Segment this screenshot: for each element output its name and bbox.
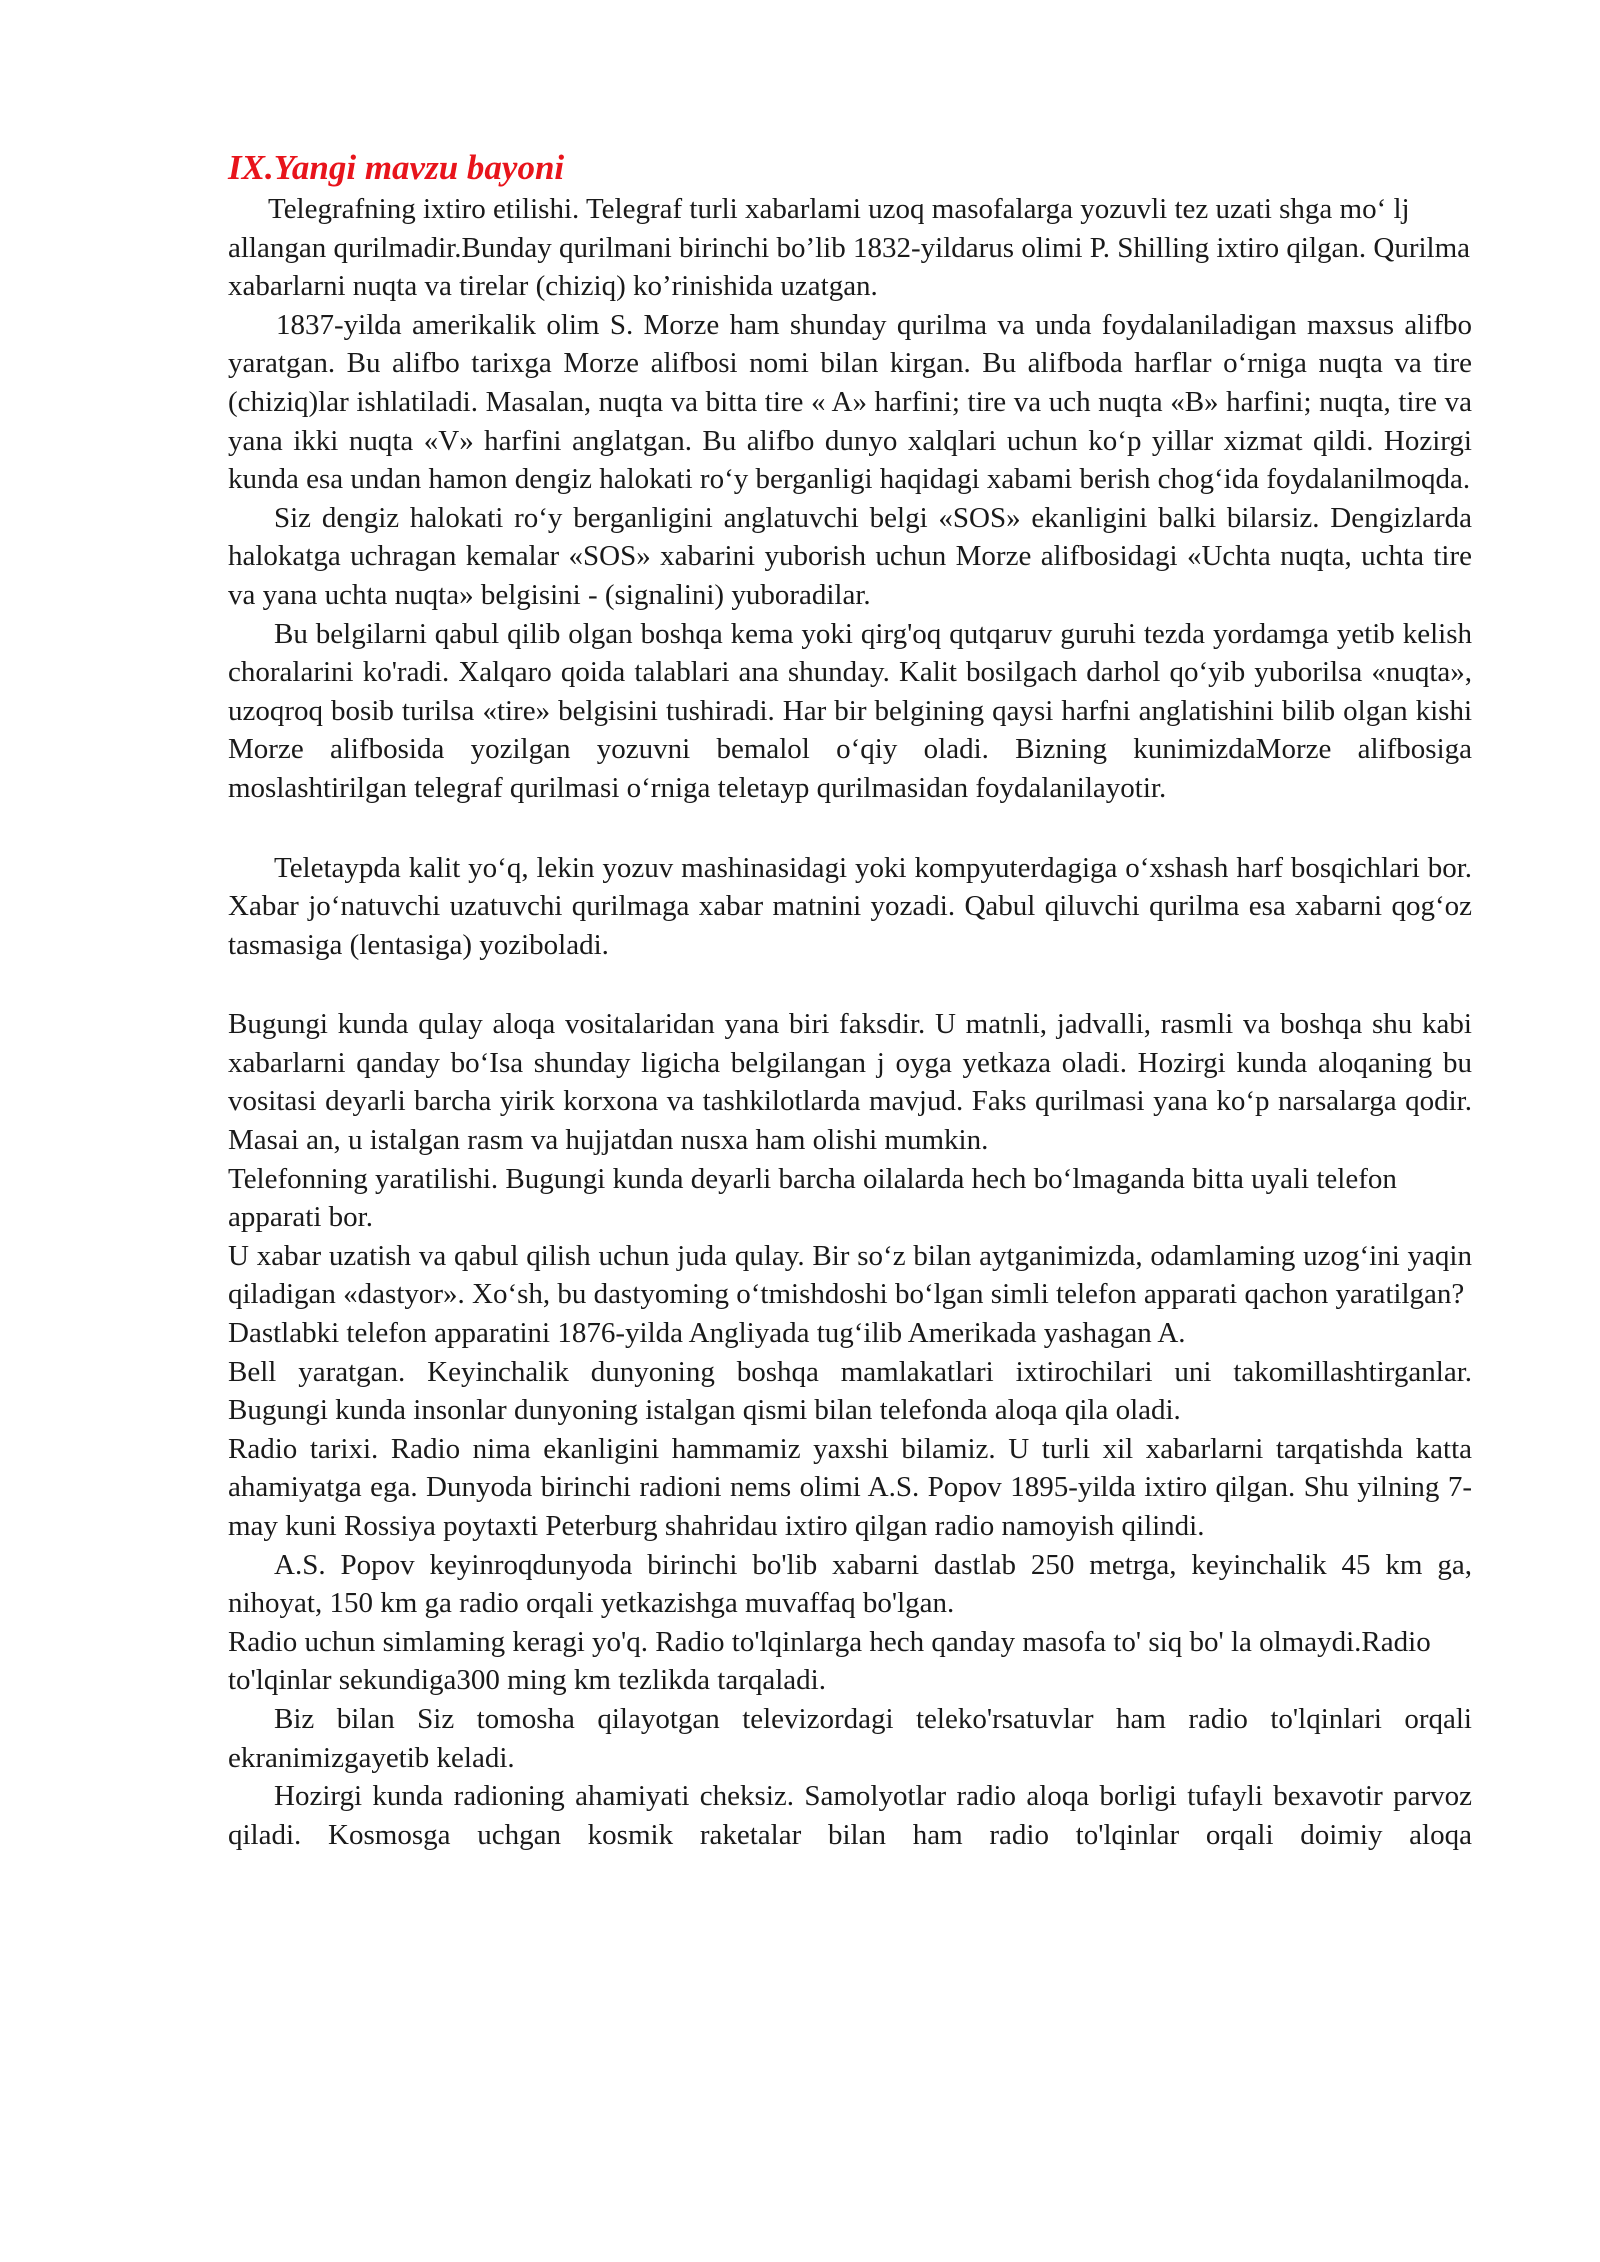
paragraph-fax: Bugungi kunda qulay aloqa vositalaridan yana biri faksdir. U matnli, jadvalli, rasmli va boshqa shu kabi xabarlarni qanday bo‘Isa shunday ligicha belgilangan j oyga yetkaza oladi. Hozirgi kunda aloqaning bu vositasi deyarli barcha yirik korxona va tashkilotlarda mavjud. Faks qurilmasi yana ko‘p narsalarga qodir. Masai an, u istalgan rasm va hujjatdan nusxa ham olishi mumkin.: [228, 1008, 1472, 1157]
paragraph-popov: A.S. Popov keyinroqdunyoda birinchi bo'lib xabarni dastlab 250 metrga, keyinchalik 45 km ga, nihoyat, 150 km ga radio orqali yetkazishga muvaffaq bo'lgan.: [228, 1548, 1472, 1620]
paragraph-telephone-convenience: U xabar uzatish va qabul qilish uchun juda qulay. Bir so‘z bilan aytganimizda, odamlaming uzog‘ini yaqin qiladigan «dastyor». Xo‘sh, bu dastyoming o‘tmishdoshi bo‘lgan simli telefon apparati qachon yaratilgan?: [228, 1239, 1472, 1311]
paragraph-first-telephone: Dastlabki telefon apparatini 1876-yilda Angliyada tug‘ilib Amerikada yashagan A.: [228, 1317, 1186, 1350]
document-page: [228, 146, 1472, 1854]
paragraph-sos-signal: Siz dengiz halokati ro‘y berganligini anglatuvchi belgi «SOS» ekanligini balki bilarsiz. Dengizlarda halokatga uchragan kemalar «SOS» xabarini yuborish uchun Morze alifbosidagi «Uchta nuqta, uchta tire va yana uchta nuqta» belgisini - (signalini) yuboradilar.: [228, 501, 1472, 611]
paragraph-rescue-signals: Bu belgilarni qabul qilib olgan boshqa kema yoki qirg'oq qutqaruv guruhi tezda yordamga yetib kelish choralarini ko'radi. Xalqaro qoida talablari ana shunday. Kalit bosilgach darhol qo‘yib yuborilsa «nuqta», uzoqroq bosib turilsa «tire» belgisini tushiradi. Har bir belgining qaysi harfni anglatishini bilib olgan kishi Morze alifbosida yozilgan yozuvni bemalol o‘qiy oladi. Bizning kunimizdaMorze alifbosiga moslashtirilgan telegraf qurilmasi o‘rniga teletayp qurilmasidan foydalanilayotir.: [228, 617, 1472, 804]
paragraph-morse-alphabet: 1837-yilda amerikalik olim S. Morze ham shunday qurilma va unda foydalaniladigan maxsus alifbo yaratgan. Bu alifbo tarixga Morze alifbosi nomi bilan kirgan. Bu alifboda harflar o‘rniga nuqta va tire (chiziq)lar ishlatiladi. Masalan, nuqta va bitta tire « A» harfini; tire va uch nuqta «B» harfini; nuqta, tire va yana ikki nuqta «V» harfini anglatgan. Bu alifbo dunyo xalqlari uchun ko‘p yillar xizmat qildi. Hozirgi kunda esa undan hamon dengiz halokati ro‘y berganligi haqidagi xabami berish chog‘ida foydalanilmoqda.: [228, 308, 1472, 496]
paragraph-teletype: Teletaypda kalit yo‘q, lekin yozuv mashinasidagi yoki kompyuterdagiga o‘xshash harf bosqichlari bor. Xabar jo‘natuvchi uzatuvchi qurilmaga xabar matnini yozadi. Qabul qiluvchi qurilma esa xabarni qog‘oz tasmasiga (lentasiga) yoziboladi.: [228, 851, 1472, 961]
blank-line: [228, 964, 1472, 1005]
section-heading: IX.Yangi mavzu bayoni: [228, 148, 565, 187]
paragraph-bell: Bell yaratgan. Keyinchalik dunyoning boshqa mamlakatlari ixtirochilari uni takomillashtirganlar.: [228, 1355, 1472, 1388]
paragraph-telephone-intro: Telefonning yaratilishi. Bugungi kunda deyarli barcha oilalarda hech bo‘lmaganda bitta uyali telefon apparati bor.: [228, 1162, 1397, 1234]
paragraph-radio-history: Radio tarixi. Radio nima ekanligini hammamiz yaxshi bilamiz. U turli xil xabarlarni tarqatishda katta ahamiyatga ega. Dunyoda birinchi radioni nems olimi A.S. Popov 1895-yilda ixtiro qilgan. Shu yilning 7-may kuni Rossiya poytaxti Peterburg shahridau ixtiro qilgan radio namoyish qilindi.: [228, 1432, 1472, 1542]
paragraph-television: Biz bilan Siz tomosha qilayotgan televizordagi teleko'rsatuvlar ham radio to'lqinlari orqali ekranimizgayetib keladi.: [228, 1702, 1472, 1774]
paragraph-radio-waves: Radio uchun simlaming keragi yo'q. Radio to'lqinlarga hech qanday masofa to' siq bo' la olmaydi.Radio to'lqinlar sekundiga300 ming km tezlikda tarqaladi.: [228, 1625, 1431, 1697]
paragraph-telegraph-invention: Telegrafning ixtiro etilishi. Telegraf turli xabarlami uzoq masofalarga yozuvli tez uzati shga mo‘ lj allangan qurilmadir.Bunday qurilmani birinchi bo’lib 1832-yildarus olimi P. Shilling ixtiro qilgan. Qurilma xabarlarni nuqta va tirelar (chiziq) ko’rinishida uzatgan.: [228, 193, 1471, 303]
blank-line: [228, 808, 1472, 849]
paragraph-telephone-today: Bugungi kunda insonlar dunyoning istalgan qismi bilan telefonda aloqa qila oladi.: [228, 1394, 1181, 1427]
paragraph-radio-importance: Hozirgi kunda radioning ahamiyati cheksiz. Samolyotlar radio aloqa borligi tufayli bexavotir parvoz qiladi. Kosmosga uchgan kosmik raketalar bilan ham radio to'lqinlar orqali doimiy aloqa: [228, 1780, 1472, 1851]
